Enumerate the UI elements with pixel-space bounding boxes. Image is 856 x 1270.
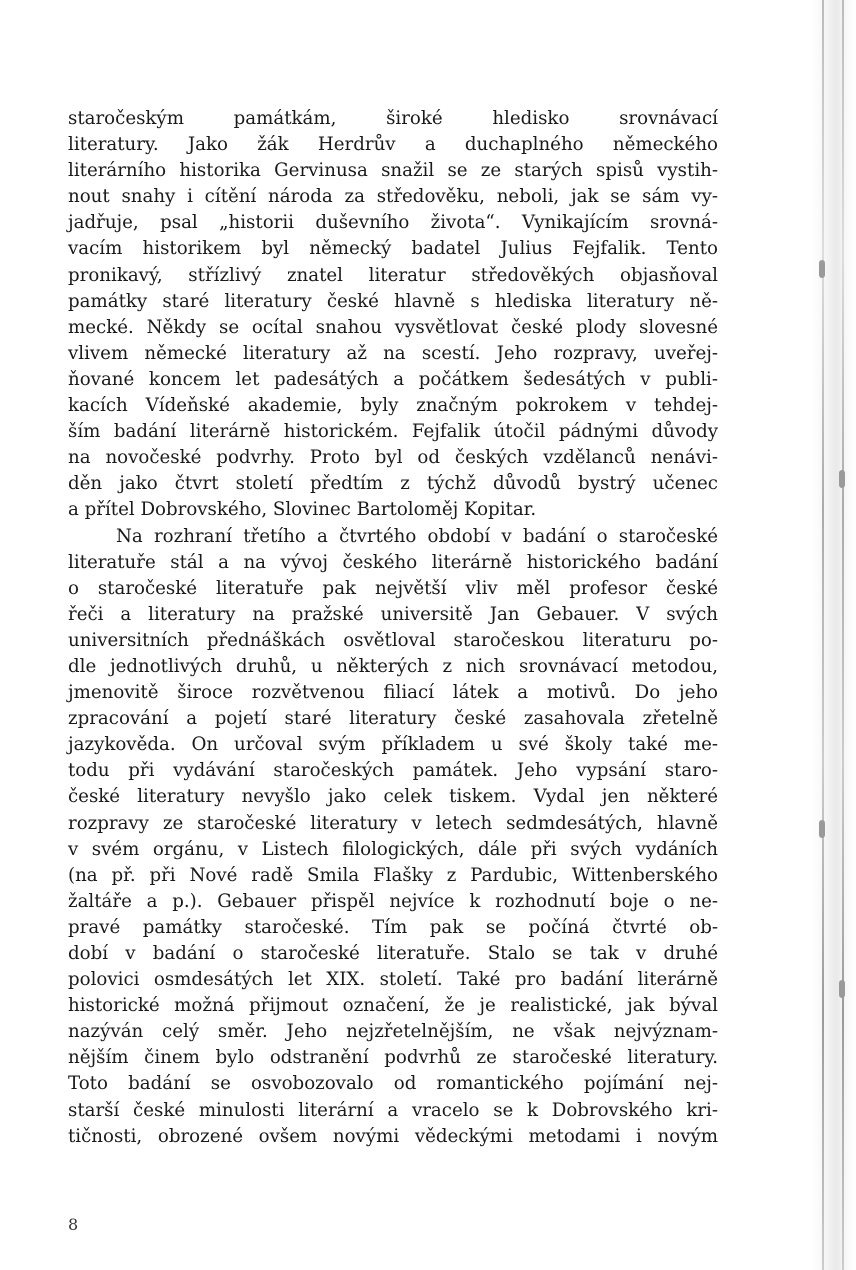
text-line: nějším činem bylo odstranění podvrhů ze staročeské literatury. (68, 1047, 718, 1069)
text-line: literatury. Jako žák Herdrův a duchaplného německého (68, 134, 718, 156)
text-line: jazykověda. On určoval svým příkladem u své školy také me- (68, 734, 718, 756)
body-text (68, 106, 718, 1150)
text-line: české literatury nevyšlo jako celek tiskem. Vydal jen některé (68, 786, 718, 808)
text-line: v svém orgánu, v Listech filologických, dále při svých vydáních (68, 838, 718, 860)
text-line: literárního historika Gervinusa snažil se ze starých spisů vystih- (68, 160, 718, 182)
text-line: a přítel Dobrovského, Slovinec Bartoloměj Kopitar. (68, 499, 537, 521)
text-line: staročeským památkám, široké hledisko srovnávací (68, 108, 718, 129)
binding-crease (842, 0, 844, 1270)
text-line: nazýván celý směr. Jeho nejzřetelnějším, ne však nejvýznam- (68, 1021, 718, 1043)
text-line: dle jednotlivých druhů, u některých z nich srovnávací metodou, (68, 655, 718, 677)
text-line: rozpravy ze staročeské literatury v letech sedmdesátých, hlavně (68, 812, 718, 834)
binding-stitch-icon (819, 260, 825, 278)
binding-crease (822, 0, 824, 1270)
text-line: pronikavý, střízlivý znatel literatur středověkých objasňoval (68, 264, 718, 286)
text-line: na novočeské podvrhy. Proto byl od českých vzdělanců nenávi- (68, 447, 718, 469)
text-line: řeči a literatury na pražské universitě Jan Gebauer. V svých (68, 603, 718, 625)
text-line: Na rozhraní třetího a čtvrtého období v badání o staročeské (116, 525, 718, 547)
text-line: vlivem německé literatury až na scestí. Jeho rozpravy, uveřej- (68, 342, 718, 364)
text-line: nout snahy i cítění národa za středověku, neboli, jak se sám vy- (68, 186, 718, 208)
text-line: ším badání literárně historickém. Fejfalik útočil pádnými důvody (68, 421, 718, 443)
binding-stitch-icon (839, 980, 845, 998)
text-line: kacích Vídeňské akademie, byly značným pokrokem v tehdej- (68, 395, 718, 417)
text-line: dobí v badání o staročeské literatuře. Stalo se tak v druhé (68, 943, 718, 964)
text-line: historické možná přijmout označení, že je realistické, jak býval (68, 995, 718, 1017)
text-line: památky staré literatury české hlavně s hlediska literatury ně- (68, 290, 718, 312)
text-line: jadřuje, psal „historii duševního života“. Vynikajícím srovná- (68, 212, 718, 234)
page-number: 8 (68, 1215, 79, 1234)
binding-stitch-icon (839, 470, 845, 488)
text-line: polovici osmdesátých let XIX. století. Také pro badání literárně (68, 969, 718, 991)
text-line: mecké. Někdy se ocítal snahou vysvětlovat české plody slovesné (68, 316, 718, 338)
text-line: starší české minulosti literární a vracelo se k Dobrovského kri- (68, 1099, 718, 1121)
text-line: vacím historikem byl německý badatel Julius Fejfalik. Tento (68, 238, 718, 260)
text-line: todu při vydávání staročeských památek. Jeho vypsání staro- (68, 760, 718, 782)
text-line: tičnosti, obrozené ovšem novými vědeckými metodami i novým (68, 1125, 718, 1147)
text-line: universitních přednáškách osvětloval staročeskou literaturu po- (68, 629, 718, 651)
text-line: ňované koncem let padesátých a počátkem šedesátých v publi- (68, 368, 718, 390)
binding-stitch-icon (819, 820, 825, 838)
text-line: pravé památky staročeské. Tím pak se počíná čtvrté ob- (68, 916, 718, 938)
text-line: jmenovitě široce rozvětvenou filiací látek a motivů. Do jeho (68, 682, 718, 704)
text-line: žaltáře a p.). Gebauer přispěl nejvíce k rozhodnutí boje o ne- (68, 890, 718, 912)
text-line: Toto badání se osvobozovalo od romantického pojímání nej- (68, 1073, 718, 1095)
book-binding-edge (812, 0, 856, 1270)
text-line: (na př. při Nové radě Smila Flašky z Pardubic, Wittenberského (68, 864, 718, 886)
text-line: o staročeské literatuře pak největší vliv měl profesor české (68, 577, 718, 599)
text-line: děn jako čtvrt století předtím z týchž důvodů bystrý učenec (68, 473, 718, 495)
text-line: literatuře stál a na vývoj českého literárně historického badání (68, 551, 718, 573)
text-line: zpracování a pojetí staré literatury české zasahovala zřetelně (68, 708, 718, 730)
